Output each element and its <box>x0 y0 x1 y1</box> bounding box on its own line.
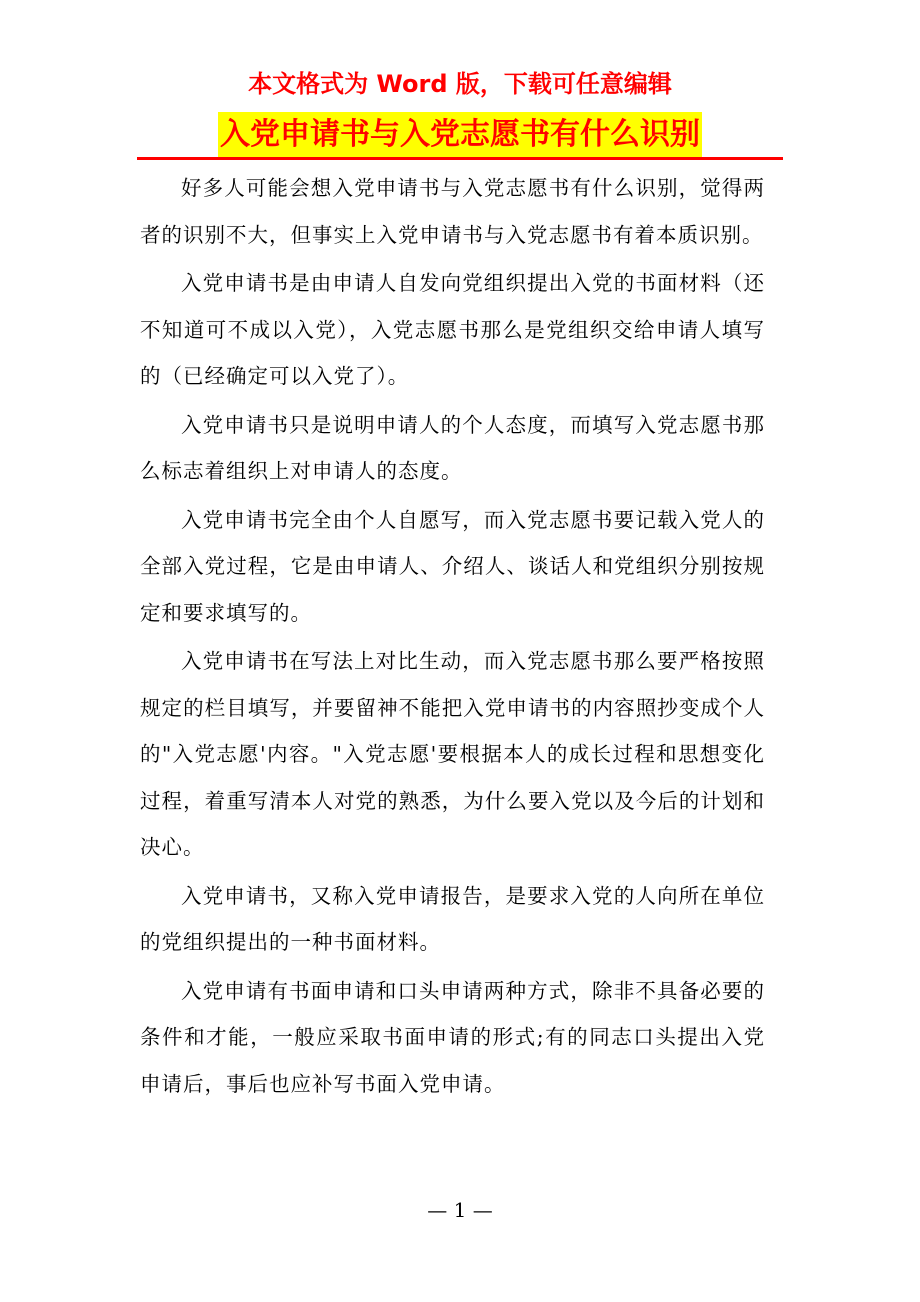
title-container <box>0 112 920 158</box>
paragraph: 入党申请书是由申请人自发向党组织提出入党的书面材料（还不知道可不成以入党），入党志愿书那么是党组织交给申请人填写的（已经确定可以入党了）。 <box>140 271 765 388</box>
paragraph: 入党申请书完全由个人自愿写，而入党志愿书要记载入党人的全部入党过程，它是由申请人、介绍人、谈话人和党组织分别按规定和要求填写的。 <box>140 507 765 625</box>
title-divider <box>137 157 783 160</box>
page-number: — 1 — <box>427 1198 493 1222</box>
format-notice-banner: 本文格式为 Word 版，下载可任意编辑 <box>248 70 672 98</box>
paragraph: 入党申请书在写法上对比生动，而入党志愿书那么要严格按照规定的栏目填写，并要留神不能把入党申请书的内容照抄变成个人的"入党志愿'内容。"入党志愿'要根据本人的成长过程和思想变化过程，着重写清本人对党的熟悉，为什么要入党以及今后的计划和决心。 <box>140 649 765 859</box>
paragraph: 入党申请书，又称入党申请报告，是要求入党的人向所在单位的党组织提出的一种书面材料。 <box>140 883 765 954</box>
document-title: 入党申请书与入党志愿书有什么识别 <box>218 112 702 158</box>
paragraph: 入党申请有书面申请和口头申请两种方式，除非不具备必要的条件和才能，一般应采取书面申请的形式;有的同志口头提出入党申请后，事后也应补写书面入党申请。 <box>140 978 765 1096</box>
paragraph: 入党申请书只是说明申请人的个人态度，而填写入党志愿书那么标志着组织上对申请人的态度。 <box>140 412 765 483</box>
document-body <box>140 165 765 1109</box>
paragraph: 好多人可能会想入党申请书与入党志愿书有什么识别，觉得两者的识别不大，但事实上入党申请书与入党志愿书有着本质识别。 <box>140 176 765 247</box>
